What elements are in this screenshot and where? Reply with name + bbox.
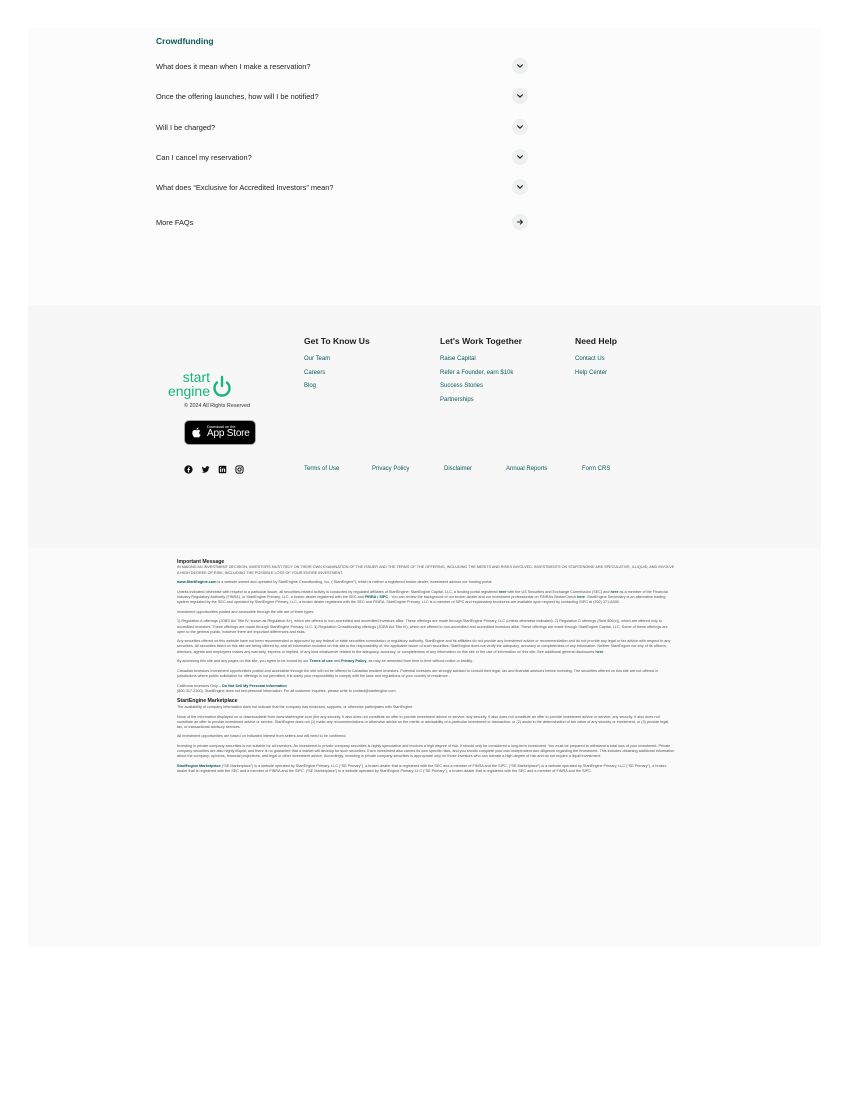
- disclaimer-paragraph: California Investors Only – Do Not Sell My Personal Information (800-317-2200). StartEngine does not sell personal information. For all customer inquiries, please write to contact@startengine.com.: [177, 683, 397, 693]
- disclaimer-paragraph: Canadian Investors Investment opportunities posted and accessible through the site will not be offered to Canadian resident investors. Potential investors are strongly advised to consult their legal, tax and financial advisors before investing. The securities offered on this site are not offered in jurisdictions where public solicitation for offerings is not permitted; it is solely your responsibility to comply with the laws and regulations of your country of residence.: [177, 668, 659, 678]
- faq-question: Will I be charged?: [156, 122, 216, 132]
- footer-link-success-stories[interactable]: Success Stories: [440, 383, 484, 389]
- app-store-big-text: App Store: [207, 428, 250, 440]
- terms-of-use-link[interactable]: Terms of Use: [304, 466, 340, 472]
- form-crs-link[interactable]: Form CRS: [582, 466, 611, 472]
- footer-col-need-help: [575, 336, 617, 380]
- faq-item[interactable]: [156, 149, 528, 165]
- disclaimer-paragraph: StartEngine Marketplace (“SE Marketplace”) is a website operated by StartEngine Primary, LLC (“SE Primary”), a broker-dealer that is registered with the SEC and a member of FINRA and the SIPC. (“SE Marketplace”) is a website operated by StartEngine Primary, LLC (“SE Primary”), a broker-dealer that is registered with the SEC and a member of FINRA and the SIPC. (“SE Marketplace”) is a website operated by StartEngine Primary, LLC (“SE Primary”), a broker-dealer that is registered with the SEC and a member of FINRA and the SIPC.: [177, 763, 668, 774]
- disclaimer-paragraph: Investing in private company securities is not suitable for all investors. An investment in private company securities is highly speculative and involves a high degree of risk. It should only be considered a long-term investment. You must be prepared to withstand a total loss of your investment. Private company securities are also highly illiquid, and there is no guarantee that a market will develop for such securities. Each investment also carries its own specific risks, and you should complete your own independent due diligence regarding the investment. This includes obtaining additional information about the company, opinions, financial projections, and legal or other investment advice. Accordingly, investing in private company securities is appropriate only for those investors who can tolerate a high degree of risk and do not require a liquid investment.: [177, 744, 675, 759]
- footer-link-blog[interactable]: Blog: [304, 383, 317, 389]
- footer-col-get-to-know-us: [304, 336, 370, 394]
- faq-question: What does “Exclusive for Accredited Investors” mean?: [156, 182, 334, 192]
- disclaimer-paragraph: Unless indicated otherwise with respect to a particular issuer, all securities-related activity is conducted by regulated affiliates of StartEngine: StartEngine Capital, LLC, a funding portal registered here with the US Securities and Exchange Commission (SEC) and here as a member of the Financial Industry Regulatory Authority (FINRA), or StartEngine Primary, LLC, a broker-dealer registered with the SEC and FINRA / SIPC . You can review the background of our broker-dealer and our investment professionals on FINRA’s BrokerCheck here. StartEngine Secondary is an alternative trading system regulated by the SEC and operated by StartEngine Primary, LLC, a broker dealer registered with the SEC and FINRA. StartEngine Primary, LLC is a member of SIPC and explanatory brochures are available upon request by contacting SIPC at (202) 371-8300.: [177, 589, 668, 605]
- chevron-down-icon[interactable]: [512, 119, 528, 135]
- important-message-title: Important Message: [177, 559, 225, 565]
- marketplace-title: StartEngine Marketplace: [177, 698, 238, 705]
- finra-sipc-link[interactable]: FINRA / SIPC: [364, 594, 389, 599]
- chevron-down-icon[interactable]: [512, 149, 528, 165]
- copyright: © 2024 All Rights Reserved: [184, 403, 250, 409]
- footer-link-careers[interactable]: Careers: [304, 369, 326, 376]
- footer-link-contact-us[interactable]: Contact Us: [575, 356, 605, 362]
- app-store-button[interactable]: [184, 420, 256, 445]
- chevron-down-icon[interactable]: [512, 88, 528, 104]
- faq-item[interactable]: [156, 119, 528, 135]
- footer-link-our-team[interactable]: Our Team: [304, 356, 331, 362]
- here-link[interactable]: here: [577, 594, 585, 599]
- faq-question: What does it mean when I make a reservation?: [156, 61, 311, 71]
- here-link[interactable]: here: [498, 589, 507, 594]
- here-link[interactable]: here: [595, 649, 604, 654]
- disclaimer-paragraph: www.StartEngine.com is a website owned and operated by StartEngine Crowdfunding, Inc. (“StartEngine”), which is neither a registered broker-dealer, investment advisor nor funding portal.: [177, 580, 493, 585]
- disclaimer-paragraph: 1) Regulation A offerings (JOBS Act Title IV; known as Regulation A+), which are offered to non-accredited and accredited investors alike. These offerings are made through StartEngine Primary, LLC (unless otherwise indicated). 2) Regulation D offerings (Rule 506(c)), which are offered only to accredited investors. These offerings are made through StartEngine Primary, LLC. 3) Regulation Crowdfunding offerings (JOBS Act Title III), which are offered to non-accredited and accredited investors alike. These offerings are made through StartEngine Capital, LLC. Some of these offerings are open to the general public, however there are important differences and risks.: [177, 619, 668, 634]
- startengine-site-link[interactable]: www.StartEngine.com: [177, 580, 217, 585]
- footer-col-title: Get To Know Us: [304, 336, 370, 346]
- disclaimer-paragraph: The availability of company information does not indicate that the company has endorsed, supports, or otherwise participates with StartEngine.: [177, 704, 414, 709]
- disclaimer-text: [177, 559, 675, 779]
- faq-question: More FAQs: [156, 217, 194, 227]
- footer-col-lets-work-together: [440, 336, 522, 407]
- faq-question: Can I cancel my reservation?: [156, 152, 252, 162]
- footer-col-title: Let's Work Together: [440, 336, 522, 346]
- do-not-sell-link[interactable]: Do Not Sell My Personal Information: [222, 683, 287, 688]
- disclaimer-paragraph: Any securities offered on this website have not been recommended or approved by any federal or state securities commission or regulatory authority. StartEngine and its affiliates do not provide any investment advice or recommendation and do not provide any legal or tax advice with respect to any securities. All securities listed on this site are being offered by, and all information included on this site is the responsibility of, the applicable issuer of such securities. StartEngine does not verify the adequacy, accuracy or completeness of any information. Neither StartEngine nor any of its officers, directors, agents and employees makes any warranty, express or implied, of any kind whatsoever related to the adequacy, accuracy, or completeness of any information on this site or the use of information on this site. See additional general disclosures here.: [177, 639, 671, 654]
- privacy-policy-link[interactable]: Privacy Policy: [341, 659, 367, 664]
- footer-link-refer-founder[interactable]: Refer a Founder, earn $10k: [440, 369, 514, 376]
- footer-link-partnerships[interactable]: Partnerships: [440, 396, 474, 403]
- faq-heading: Crowdfunding: [156, 36, 214, 46]
- annual-reports-link[interactable]: Annual Reports: [506, 466, 548, 472]
- privacy-policy-link[interactable]: Privacy Policy: [372, 466, 410, 472]
- chevron-down-icon[interactable]: [512, 179, 528, 195]
- logo-text-top: start: [182, 369, 210, 385]
- app-store-small-text: Download on the: [207, 424, 236, 429]
- disclaimer-paragraph: Investment opportunities posted and accessible through the site are of three types:: [177, 609, 315, 614]
- here-link[interactable]: here: [610, 589, 619, 594]
- power-icon: [215, 377, 230, 396]
- chevron-down-icon[interactable]: [512, 58, 528, 74]
- arrow-right-icon[interactable]: [512, 214, 528, 230]
- site-footer: [28, 305, 821, 548]
- faq-question: Once the offering launches, how will I be notified?: [156, 91, 319, 101]
- marketplace-link[interactable]: StartEngine Marketplace: [177, 763, 221, 768]
- faq-item[interactable]: [156, 58, 528, 74]
- terms-of-use-link[interactable]: Terms of use: [309, 659, 333, 664]
- disclaimer-paragraph: All investment opportunities are based on indicated interest from sellers and will need to be confirmed.: [177, 734, 347, 739]
- footer-link-help-center[interactable]: Help Center: [575, 369, 608, 376]
- footer-legal-links: [0, 466, 849, 474]
- apple-icon: [191, 426, 203, 439]
- footer-link-raise-capital[interactable]: Raise Capital: [440, 356, 476, 362]
- important-message-text: IN MAKING AN INVESTMENT DECISION, INVESTORS MUST RELY ON THEIR OWN EXAMINATION OF THE ISSUER AND THE TERMS OF THE OFFERING, INCLUDING THE MERITS AND RISKS INVOLVED. INVESTMENTS ON STARTENGINE ARE SPECULATIVE, ILLIQUID, AND INVOLVE A HIGH DEGREE OF RISK, INCLUDING THE POSSIBLE LOSS OF YOUR ENTIRE INVESTMENT.: [177, 565, 675, 575]
- disclaimer-link[interactable]: Disclaimer: [444, 466, 473, 472]
- footer-col-title: Need Help: [575, 336, 618, 346]
- faq-item[interactable]: [156, 88, 528, 104]
- logo-text-bottom: engine: [167, 383, 210, 399]
- disclaimer-paragraph: By accessing this site and any pages on this site, you agree to be bound by our Terms of use and Privacy Policy, as may be amended from time to time without notice or liability.: [177, 659, 473, 664]
- disclaimer-paragraph: None of the information displayed on or downloadable from www.startengine.com (the any security. It also does not constitute an offer to provide investment advice or service. any security. It also does not constitute an offer to provide investment advice or service. any security. It also does not constitute an offer to provide investment advice or service. StartEngine does not (1) make any recommendations or otherwise advise on the merits or advisability of a particular investment or transaction, or (2) assist in the determination of fair value of any security or investment, or (3) provide legal, tax, or transactional advisory services.: [177, 714, 670, 729]
- startengine-logo[interactable]: [156, 368, 238, 400]
- more-faqs-link[interactable]: [156, 214, 528, 230]
- faq-item[interactable]: [156, 179, 528, 195]
